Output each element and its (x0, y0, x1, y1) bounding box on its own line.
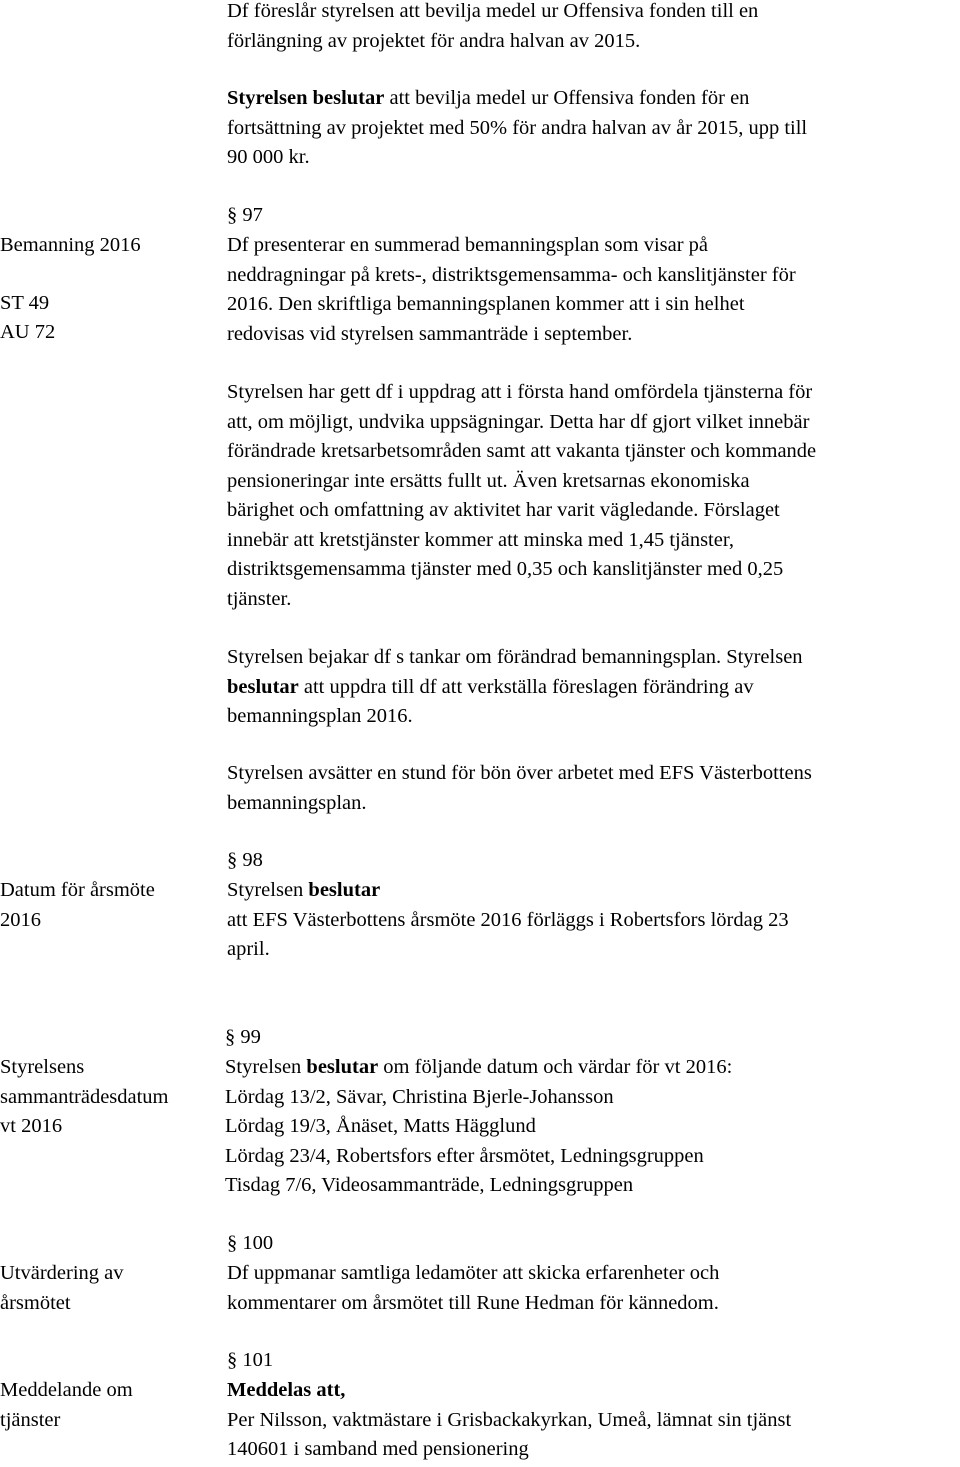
paragraph-line (227, 673, 803, 703)
decision-line (227, 84, 807, 114)
side-line: 2016 (0, 908, 41, 931)
side-label-sammantradesdatum (0, 1053, 169, 1142)
paragraph-line: pensioneringar inte ersätts fullt ut. Även kretsarnas ekonomiska (227, 469, 750, 492)
side-line: sammanträdesdatum (0, 1085, 169, 1108)
side-line: Datum för årsmöte (0, 879, 155, 901)
s101-paragraph (227, 1376, 791, 1465)
paragraph-line: Styrelsen har gett df i uppdrag att i första hand omfördela tjänsterna för (227, 381, 813, 403)
paragraph-line: Styrelsen avsätter en stund för bön över arbetet med EFS Västerbottens (227, 762, 812, 784)
side-label-meddelande (0, 1376, 133, 1435)
intro-paragraph (227, 0, 758, 56)
paragraph-line (227, 1376, 791, 1406)
s97-paragraph-3 (227, 643, 803, 732)
s100-paragraph (227, 1259, 719, 1318)
beslutar-bold: beslutar (227, 675, 299, 698)
section-number-98: § 98 (227, 849, 263, 871)
date-line: Tisdag 7/6, Videosammanträde, Ledningsgruppen (225, 1174, 634, 1196)
meddelas-bold: Meddelas att, (227, 1379, 346, 1401)
side-line: vt 2016 (0, 1115, 63, 1137)
intro-line: Df föreslår styrelsen att bevilja medel ur Offensiva fonden till en (227, 0, 759, 22)
paragraph-line: distriktsgemensamma tjänster med 0,35 och kanslitjänster med 0,25 (227, 558, 784, 580)
paragraph-line: bemanningsplan 2016. (227, 705, 413, 727)
paragraph-line: bemanningsplan. (227, 791, 367, 814)
paragraph-line: kommentarer om årsmötet till Rune Hedman för kännedom. (227, 1291, 719, 1314)
paragraph-line: Styrelsen bejakar df s tankar om förändrad bemanningsplan. Styrelsen (227, 646, 803, 668)
section-number-100: § 100 (227, 1232, 274, 1254)
s97-paragraph-2 (227, 378, 816, 614)
paragraph-line (227, 876, 789, 906)
s97-paragraph-4 (227, 759, 812, 818)
side-label-utvardering (0, 1259, 124, 1318)
side-line: Meddelande om (0, 1379, 133, 1401)
s99-paragraph (225, 1053, 732, 1201)
side-line: tjänster (0, 1408, 61, 1431)
side-label-au: AU 72 (0, 321, 56, 343)
paragraph-line: förändrade kretsarbetsområden samt att vakanta tjänster och kommande (227, 440, 817, 462)
beslutar-bold: beslutar (306, 1056, 379, 1078)
decision-line: fortsättning av projektet med 50% för andra halvan av år 2015, upp till (227, 116, 808, 139)
section-number-99: § 99 (225, 1026, 261, 1048)
paragraph-line: neddragningar på krets-, distriktsgemensamma- och kanslitjänster för (227, 263, 796, 286)
side-label-bemanning: Bemanning 2016 (0, 234, 141, 256)
decision-2015-paragraph (227, 84, 807, 173)
decision-text: att bevilja medel ur Offensiva fonden för en (384, 87, 750, 109)
s97-paragraph-1 (227, 231, 796, 349)
side-label-st: ST 49 (0, 292, 50, 314)
paragraph-line: april. (227, 938, 270, 960)
decision-line: 90 000 kr. (227, 146, 310, 168)
side-line: Styrelsens (0, 1056, 85, 1078)
paragraph-line: 140601 i samband med pensionering (227, 1438, 529, 1460)
paragraph-line: Per Nilsson, vaktmästare i Grisbackakyrkan, Umeå, lämnat sin tjänst (227, 1408, 792, 1431)
paragraph-line: redovisas vid styrelsen sammanträde i september. (227, 322, 633, 345)
paragraph-line: tjänster. (227, 587, 292, 610)
paragraph-text: Styrelsen (227, 879, 309, 901)
paragraph-line: att, om möjligt, undvika uppsägningar. Detta har df gjort vilket innebär (227, 410, 810, 433)
paragraph-line: innebär att kretstjänster kommer att minska med 1,45 tjänster, (227, 528, 734, 551)
side-line: Utvärdering av (0, 1262, 124, 1284)
paragraph-text: Styrelsen (225, 1056, 307, 1078)
paragraph-text: om följande datum och värdar för vt 2016: (378, 1056, 733, 1078)
paragraph-text: att uppdra till df att verkställa föreslagen förändring av (298, 675, 754, 698)
s98-paragraph (227, 876, 789, 965)
paragraph-line: att EFS Västerbottens årsmöte 2016 förläggs i Robertsfors lördag 23 (227, 908, 789, 931)
date-line: Lördag 13/2, Sävar, Christina Bjerle-Johansson (225, 1085, 614, 1108)
section-number-97: § 97 (227, 204, 263, 226)
intro-line: förlängning av projektet för andra halvan av 2015. (227, 29, 641, 52)
date-line: Lördag 23/4, Robertsfors efter årsmötet, Ledningsgruppen (225, 1144, 704, 1167)
paragraph-line: Df uppmanar samtliga ledamöter att skicka erfarenheter och (227, 1262, 720, 1284)
side-label-datum (0, 876, 155, 935)
section-number-101: § 101 (227, 1349, 274, 1371)
beslutar-bold: beslutar (308, 879, 381, 901)
paragraph-line (225, 1053, 732, 1083)
side-line: årsmötet (0, 1291, 71, 1314)
paragraph-line: bärighet och omfattning av aktivitet har varit vägledande. Förslaget (227, 499, 780, 521)
decision-bold: Styrelsen beslutar (227, 87, 385, 109)
paragraph-line: 2016. Den skriftliga bemanningsplanen kommer att i sin helhet (227, 293, 745, 315)
paragraph-line: Df presenterar en summerad bemanningsplan som visar på (227, 234, 709, 256)
date-line: Lördag 19/3, Ånäset, Matts Hägglund (225, 1115, 536, 1137)
